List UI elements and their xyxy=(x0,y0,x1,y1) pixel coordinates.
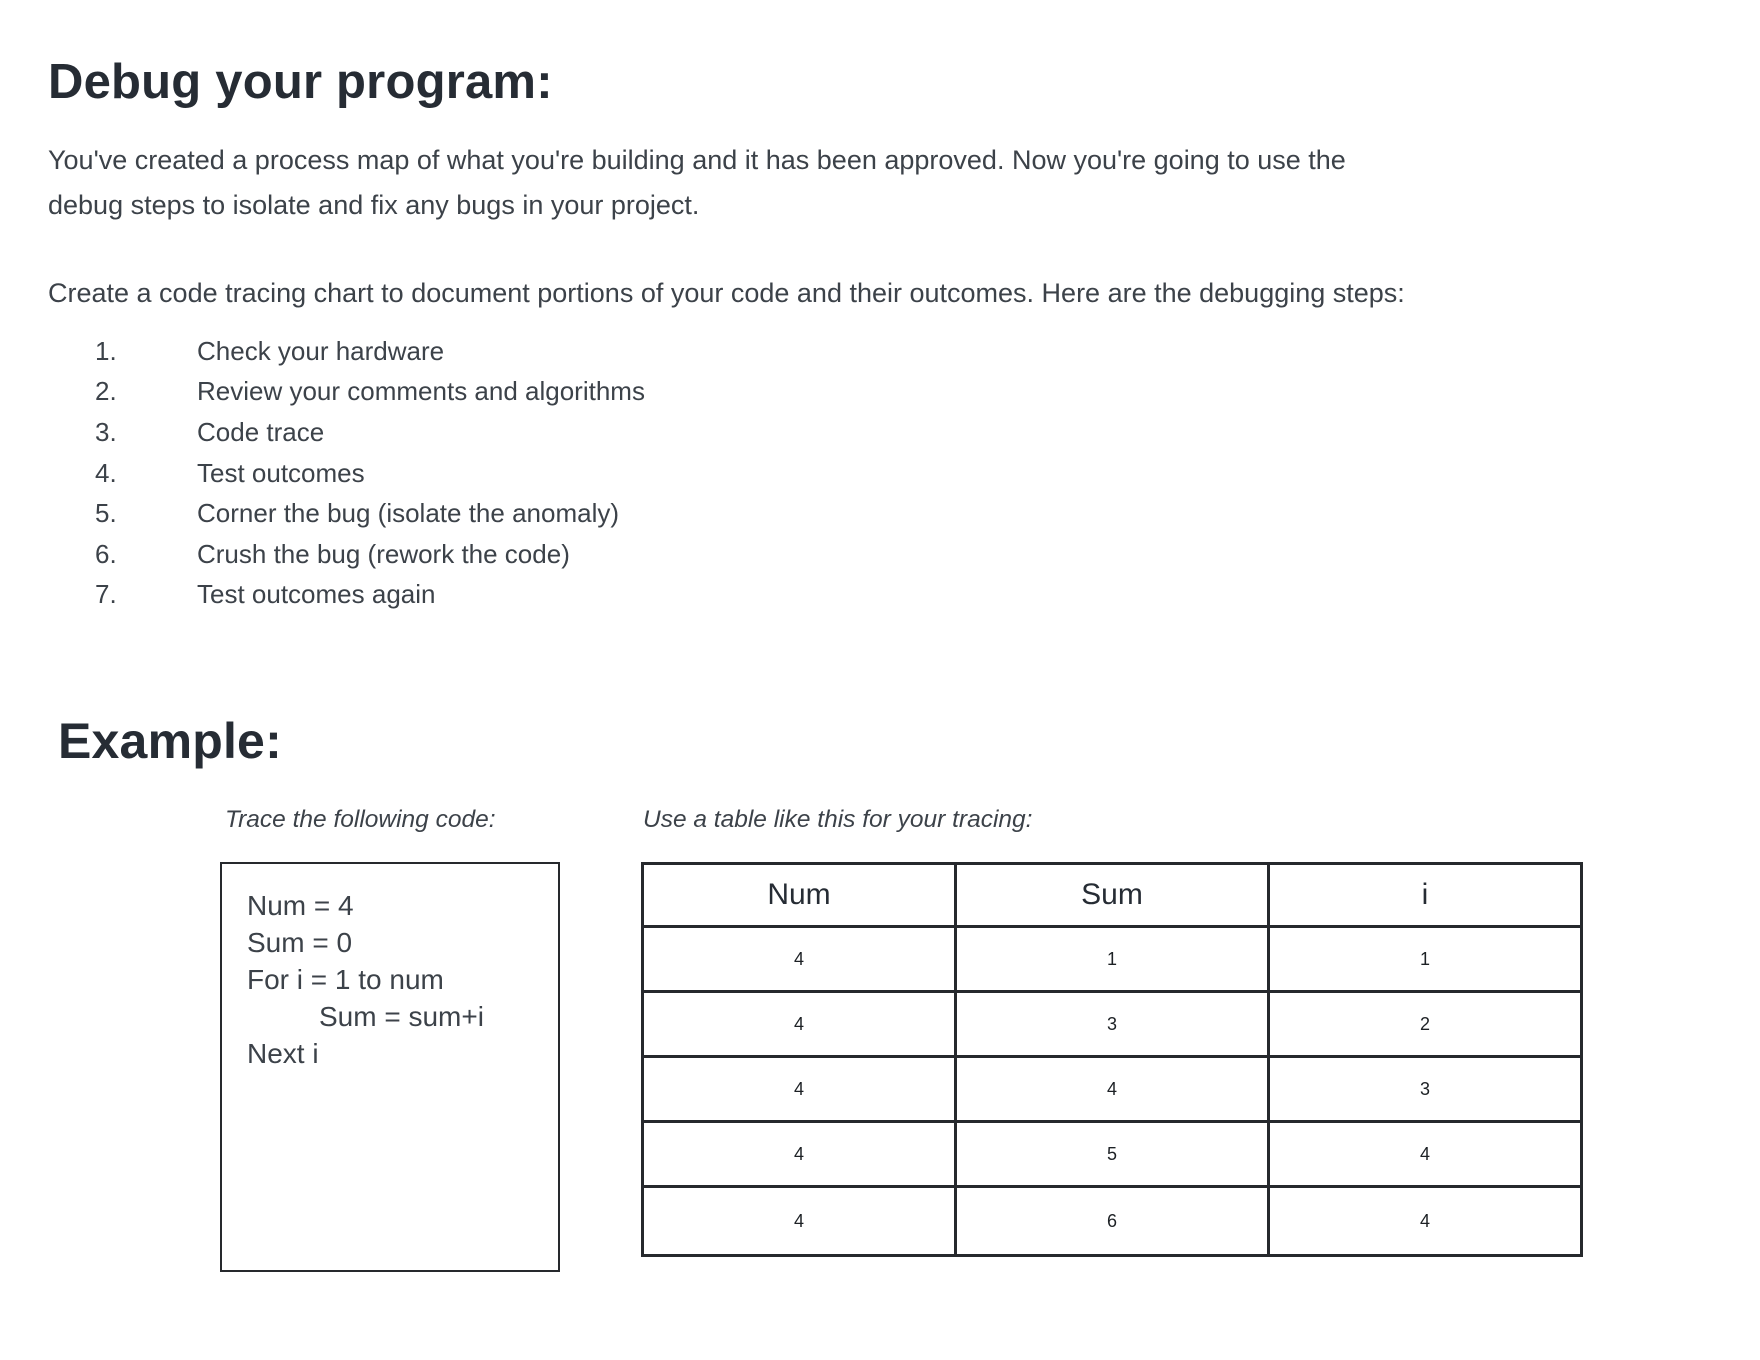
code-caption: Trace the following code: xyxy=(225,806,496,833)
table-row xyxy=(643,992,1582,1057)
table-cell: 6 xyxy=(956,1187,1269,1256)
code-line: Sum = 0 xyxy=(247,927,353,958)
table-row xyxy=(643,1187,1582,1256)
table-cell: 1 xyxy=(1269,927,1582,992)
code-line: For i = 1 to num xyxy=(247,964,444,995)
table-cell: 5 xyxy=(956,1122,1269,1187)
step-label: Test outcomes xyxy=(197,457,365,488)
code-line: Next i xyxy=(247,1038,319,1069)
table-cell: 4 xyxy=(956,1057,1269,1122)
table-cell: 2 xyxy=(1269,992,1582,1057)
debug-step-item xyxy=(95,412,995,453)
table-cell: 4 xyxy=(1269,1122,1582,1187)
page-title: Debug your program: xyxy=(48,55,553,109)
step-number: 5. xyxy=(95,498,117,529)
table-caption: Use a table like this for your tracing: xyxy=(643,806,1033,833)
step-label: Check your hardware xyxy=(197,335,445,366)
table-cell: 4 xyxy=(643,927,956,992)
code-box xyxy=(220,862,560,1272)
step-label: Test outcomes again xyxy=(197,579,436,610)
table-cell: 4 xyxy=(643,1057,956,1122)
step-number: 1. xyxy=(95,335,117,366)
step-number: 6. xyxy=(95,538,117,569)
column-header: Num xyxy=(643,864,956,927)
steps-intro-paragraph: Create a code tracing chart to document portions of your code and their outcomes. Here are the debugging steps: xyxy=(48,278,1405,308)
step-label: Review your comments and algorithms xyxy=(197,376,645,407)
intro-line: You've created a process map of what you're building and it has been approved. Now you're going to use the xyxy=(48,145,1346,175)
column-header: i xyxy=(1269,864,1582,927)
debug-step-item xyxy=(95,453,995,494)
step-number: 2. xyxy=(95,376,117,407)
table-cell: 4 xyxy=(1269,1187,1582,1256)
intro-paragraph xyxy=(48,138,1346,228)
debug-step-item xyxy=(95,372,995,413)
code-line: Sum = sum+i xyxy=(319,1001,484,1032)
code-line: Num = 4 xyxy=(247,890,354,921)
table-header-row xyxy=(643,864,1582,927)
debug-step-item xyxy=(95,575,995,616)
table-row xyxy=(643,1057,1582,1122)
intro-line: debug steps to isolate and fix any bugs in your project. xyxy=(48,190,700,220)
step-number: 7. xyxy=(95,579,117,610)
table-cell: 4 xyxy=(643,1122,956,1187)
table-row xyxy=(643,1122,1582,1187)
debug-steps-list xyxy=(95,331,995,615)
step-number: 3. xyxy=(95,416,117,447)
trace-table xyxy=(641,862,1583,1257)
debug-step-item xyxy=(95,534,995,575)
step-label: Crush the bug (rework the code) xyxy=(197,538,570,569)
column-header: Sum xyxy=(956,864,1269,927)
table-cell: 4 xyxy=(643,1187,956,1256)
step-label: Code trace xyxy=(197,416,325,447)
table-row xyxy=(643,927,1582,992)
debug-step-item xyxy=(95,331,995,372)
example-heading: Example: xyxy=(58,713,282,769)
debug-step-item xyxy=(95,493,995,534)
step-number: 4. xyxy=(95,457,117,488)
table-cell: 1 xyxy=(956,927,1269,992)
table-cell: 4 xyxy=(643,992,956,1057)
table-cell: 3 xyxy=(1269,1057,1582,1122)
step-label: Corner the bug (isolate the anomaly) xyxy=(197,498,620,529)
table-cell: 3 xyxy=(956,992,1269,1057)
